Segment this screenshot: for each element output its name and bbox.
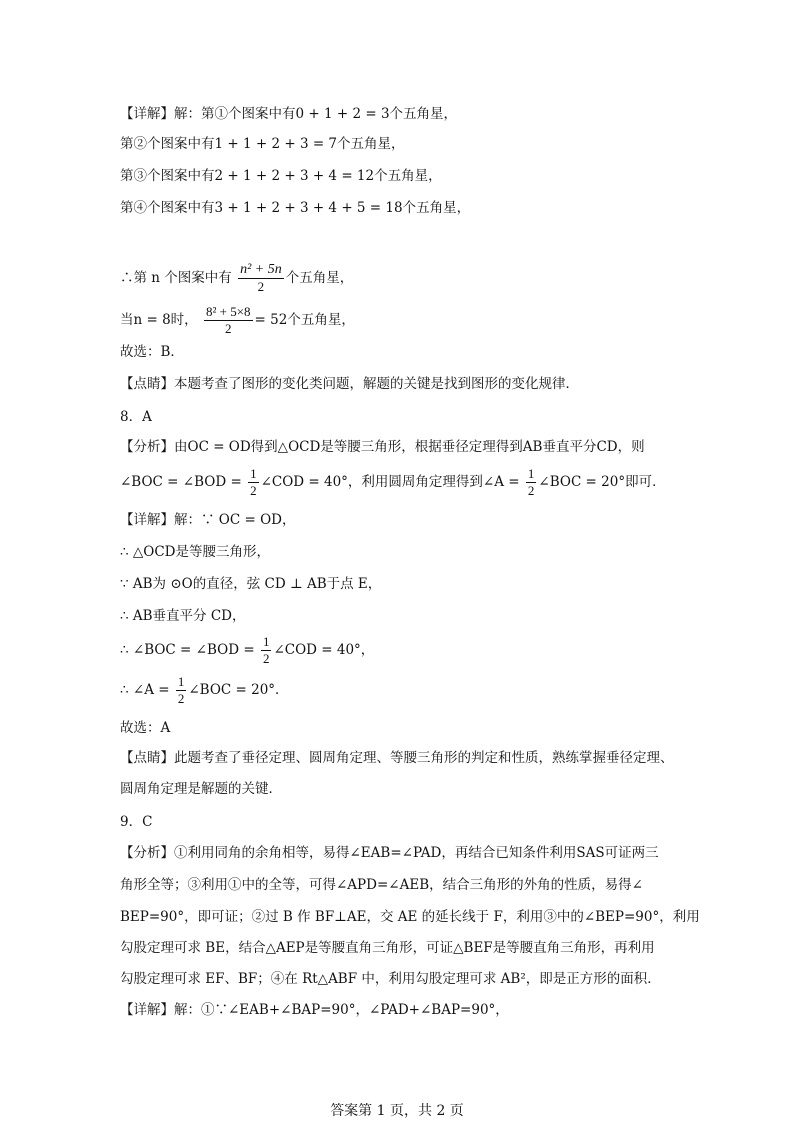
text: ∠BOC = 20°． [188, 682, 289, 698]
solution-line: 【详解】解：∵ OC = OD， [120, 512, 296, 528]
solution-line: 【详解】解：第①个图案中有0 + 1 + 2 = 3个五角星， [120, 106, 458, 122]
solution-line: 故选：A [120, 720, 171, 736]
fraction [261, 634, 272, 667]
fraction-numerator: 8² + 5×8 [205, 304, 251, 319]
question-number: 9．C [120, 814, 153, 830]
fraction-numerator: 1 [177, 674, 185, 689]
text: = 52个五角星， [254, 312, 355, 328]
solution-line-fraction [120, 466, 666, 499]
solution-line: 【分析】①利用同角的余角相等，易得∠EAB=∠PAD，再结合已知条件利用SAS可证两三 [120, 845, 659, 861]
solution-line: ∵ AB为 ⊙O的直径，弦 CD ⊥ AB于点 E， [120, 576, 382, 592]
solution-line: ∴ AB垂直平分 CD， [120, 608, 246, 624]
solution-line: BEP=90°，即可证；②过 B 作 BF⊥AE，交 AE 的延长线于 F，利用③中的∠BEP=90°，利用 [120, 909, 700, 925]
text: ∴ ∠A = [120, 682, 170, 698]
solution-line-fraction [120, 262, 353, 295]
fraction [526, 466, 537, 499]
solution-line: 勾股定理可求 BE，结合△AEP是等腰直角三角形，可证△BEF是等腰直角三角形，再利用 [120, 940, 655, 956]
solution-line: 故选：B． [120, 344, 184, 360]
solution-line: 【详解】解：①∵∠EAB+∠BAP=90°，∠PAD+∠BAP=90°， [120, 1002, 509, 1018]
text: ∴ ∠BOC = ∠BOD = [120, 642, 255, 658]
fraction [248, 466, 259, 499]
fraction-numerator: 1 [262, 634, 270, 649]
text: ∠BOC = ∠BOD = [120, 474, 242, 490]
fraction-denominator: 2 [262, 651, 270, 666]
solution-line: 角形全等；③利用①中的全等，可得∠APD=∠AEB，结合三角形的外角的性质，易得∠ [120, 877, 643, 893]
solution-line-fraction [120, 304, 355, 337]
text: ∠COD = 40°，利用圆周角定理得到∠A = [260, 474, 520, 490]
text: ∠COD = 40°， [273, 642, 375, 658]
fraction [204, 304, 253, 337]
solution-line-fraction [120, 634, 374, 667]
fraction-denominator: 2 [527, 483, 535, 498]
fraction-numerator: 1 [527, 466, 535, 481]
solution-line: 【点睛】此题考查了垂径定理、圆周角定理、等腰三角形的判定和性质，熟练掌握垂径定理、 [120, 750, 674, 766]
text: 个五角星， [285, 270, 354, 286]
fraction [176, 674, 187, 707]
fraction-numerator: 1 [250, 466, 257, 481]
page-footer: 答案第 1 页，共 2 页 [330, 1103, 464, 1119]
fraction-denominator: 2 [257, 279, 265, 294]
solution-line: 勾股定理可求 EF、BF；④在 Rt△ABF 中，利用勾股定理可求 AB²，即是正方形的面积． [120, 971, 661, 987]
solution-line: 【分析】由OC = OD得到△OCD是等腰三角形，根据垂径定理得到AB垂直平分CD，则 [120, 439, 645, 455]
question-number: 8．A [120, 409, 152, 425]
fraction-denominator: 2 [177, 691, 185, 706]
solution-line: ∴ △OCD是等腰三角形， [120, 544, 270, 560]
solution-line-fraction [120, 674, 289, 707]
solution-line: 【点睛】本题考查了图形的变化类问题，解题的关键是找到图形的变化规律． [120, 376, 579, 392]
fraction-numerator: n² + 5n [240, 262, 282, 277]
solution-line: 第②个图案中有1 + 1 + 2 + 3 = 7个五角星， [120, 136, 405, 152]
text: ∠BOC = 20°即可． [538, 474, 666, 490]
fraction [238, 262, 284, 295]
fraction-denominator: 2 [225, 321, 232, 336]
solution-line: 第④个图案中有3 + 1 + 2 + 3 + 4 + 5 = 18个五角星， [120, 200, 471, 216]
text: ∴第 n 个图案中有 [120, 270, 232, 286]
solution-line: 第③个图案中有2 + 1 + 2 + 3 + 4 = 12个五角星， [120, 168, 442, 184]
solution-line: 圆周角定理是解题的关键． [120, 781, 282, 797]
fraction-denominator: 2 [250, 483, 257, 498]
text: 当n = 8时， [120, 312, 198, 328]
